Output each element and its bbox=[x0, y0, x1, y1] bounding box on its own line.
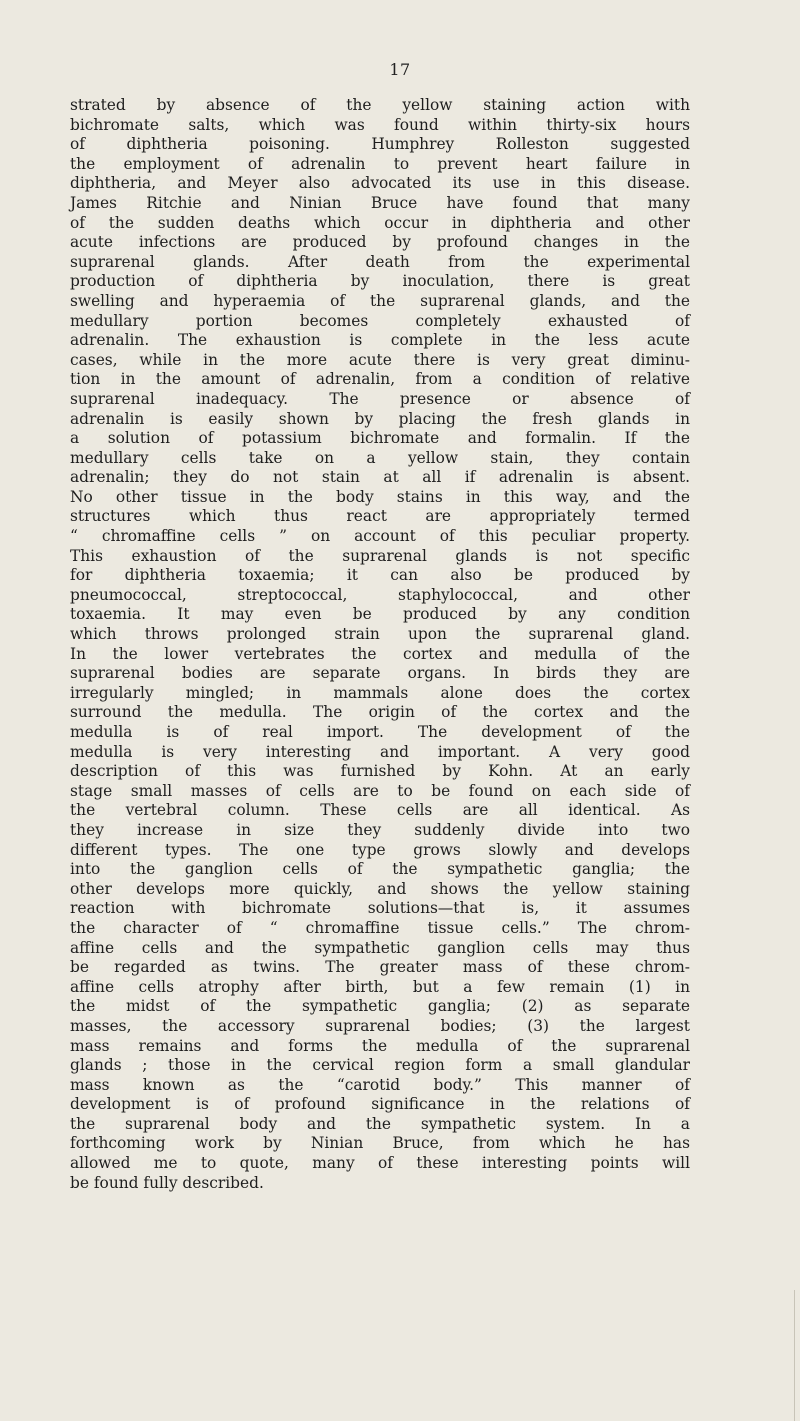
text-line: adrenalin. The exhaustion is complete in the less acute bbox=[70, 331, 690, 350]
text-line: James Ritchie and Ninian Bruce have found that many bbox=[70, 193, 690, 212]
text-line: development is of profound significance in the relations of bbox=[70, 1095, 690, 1114]
text-line: affine cells and the sympathetic ganglion cells may thus bbox=[70, 938, 690, 957]
text-line: glands ; those in the cervical region form a small glandular bbox=[70, 1056, 690, 1075]
text-line: In the lower vertebrates the cortex and medulla of the bbox=[70, 644, 690, 663]
text-line: the vertebral column. These cells are all identical. As bbox=[70, 801, 690, 820]
text-line: irregularly mingled; in mammals alone does the cortex bbox=[70, 683, 690, 702]
text-line: medulla is very interesting and important. A very good bbox=[70, 742, 690, 761]
text-line: a solution of potassium bichromate and formalin. If the bbox=[70, 429, 690, 448]
text-line: structures which thus react are appropriately termed bbox=[70, 507, 690, 526]
text-line: reaction with bichromate solutions—that is, it assumes bbox=[70, 899, 690, 918]
text-line: the character of “ chromaffine tissue cells.” The chrom- bbox=[70, 918, 690, 937]
page-edge-mark bbox=[794, 1290, 795, 1421]
text-line: acute infections are produced by profound changes in the bbox=[70, 233, 690, 252]
text-line: medulla is of real import. The development of the bbox=[70, 723, 690, 741]
text-line: for diphtheria toxaemia; it can also be produced by bbox=[70, 566, 690, 585]
text-line: suprarenal glands. After death from the experimental bbox=[70, 252, 690, 271]
text-line: masses, the accessory suprarenal bodies; (3) the largest bbox=[70, 1016, 690, 1035]
text-line: affine cells atrophy after birth, but a few remain (1) in bbox=[70, 977, 690, 996]
text-line: tion in the amount of adrenalin, from a condition of relative bbox=[70, 370, 690, 389]
text-line: the midst of the sympathetic ganglia; (2) as separate bbox=[70, 997, 690, 1016]
page-number: 17 bbox=[389, 60, 411, 79]
text-line: toxaemia. It may even be produced by any condition bbox=[70, 605, 690, 624]
text-line: the employment of adrenalin to prevent heart failure in bbox=[70, 154, 690, 173]
text-line: allowed me to quote, many of these interesting points will bbox=[70, 1154, 690, 1173]
text-line: forthcoming work by Ninian Bruce, from which he has bbox=[70, 1134, 690, 1153]
body-text bbox=[70, 96, 690, 1193]
text-line: diphtheria, and Meyer also advocated its use in this disease. bbox=[70, 174, 690, 193]
text-line: stage small masses of cells are to be found on each side of bbox=[70, 781, 690, 800]
text-line: be regarded as twins. The greater mass of these chrom- bbox=[70, 958, 690, 977]
text-line: medullary portion becomes completely exhausted of bbox=[70, 311, 690, 330]
text-line: swelling and hyperaemia of the suprarenal glands, and the bbox=[70, 291, 690, 310]
text-line: of diphtheria poisoning. Humphrey Rolleston suggested bbox=[70, 135, 690, 154]
text-line: they increase in size they suddenly divide into two bbox=[70, 820, 690, 839]
text-line: which throws prolonged strain upon the suprarenal gland. bbox=[70, 625, 690, 644]
text-line: suprarenal bodies are separate organs. In birds they are bbox=[70, 664, 690, 683]
text-line: other develops more quickly, and shows the yellow staining bbox=[70, 879, 690, 898]
text-line: cases, while in the more acute there is very great diminu- bbox=[70, 350, 690, 369]
text-line: mass remains and forms the medulla of the suprarenal bbox=[70, 1036, 690, 1055]
text-line: the suprarenal body and the sympathetic system. In a bbox=[70, 1114, 690, 1133]
text-line: into the ganglion cells of the sympathetic ganglia; the bbox=[70, 860, 690, 879]
text-line: different types. The one type grows slowly and develops bbox=[70, 840, 690, 859]
text-line: adrenalin is easily shown by placing the fresh glands in bbox=[70, 409, 690, 428]
text-line: medullary cells take on a yellow stain, they contain bbox=[70, 448, 690, 467]
text-line: “ chromaffine cells ” on account of this peculiar property. bbox=[70, 527, 690, 546]
text-line: surround the medulla. The origin of the cortex and the bbox=[70, 703, 690, 722]
text-line: pneumococcal, streptococcal, staphylococcal, and other bbox=[70, 585, 690, 604]
text-line: production of diphtheria by inoculation, there is great bbox=[70, 272, 690, 291]
text-line: be found fully described. bbox=[70, 1173, 264, 1192]
text-line: suprarenal inadequacy. The presence or absence of bbox=[70, 389, 690, 408]
text-line: No other tissue in the body stains in this way, and the bbox=[70, 487, 690, 506]
text-line: mass known as the “carotid body.” This manner of bbox=[70, 1075, 690, 1094]
text-line: description of this was furnished by Kohn. At an early bbox=[70, 762, 690, 781]
text-line: of the sudden deaths which occur in diphtheria and other bbox=[70, 213, 690, 232]
text-line: bichromate salts, which was found within thirty-six hours bbox=[70, 115, 690, 134]
text-line: strated by absence of the yellow staining action with bbox=[70, 96, 690, 114]
text-line: adrenalin; they do not stain at all if adrenalin is absent. bbox=[70, 468, 690, 487]
text-line: This exhaustion of the suprarenal glands is not specific bbox=[70, 546, 690, 565]
